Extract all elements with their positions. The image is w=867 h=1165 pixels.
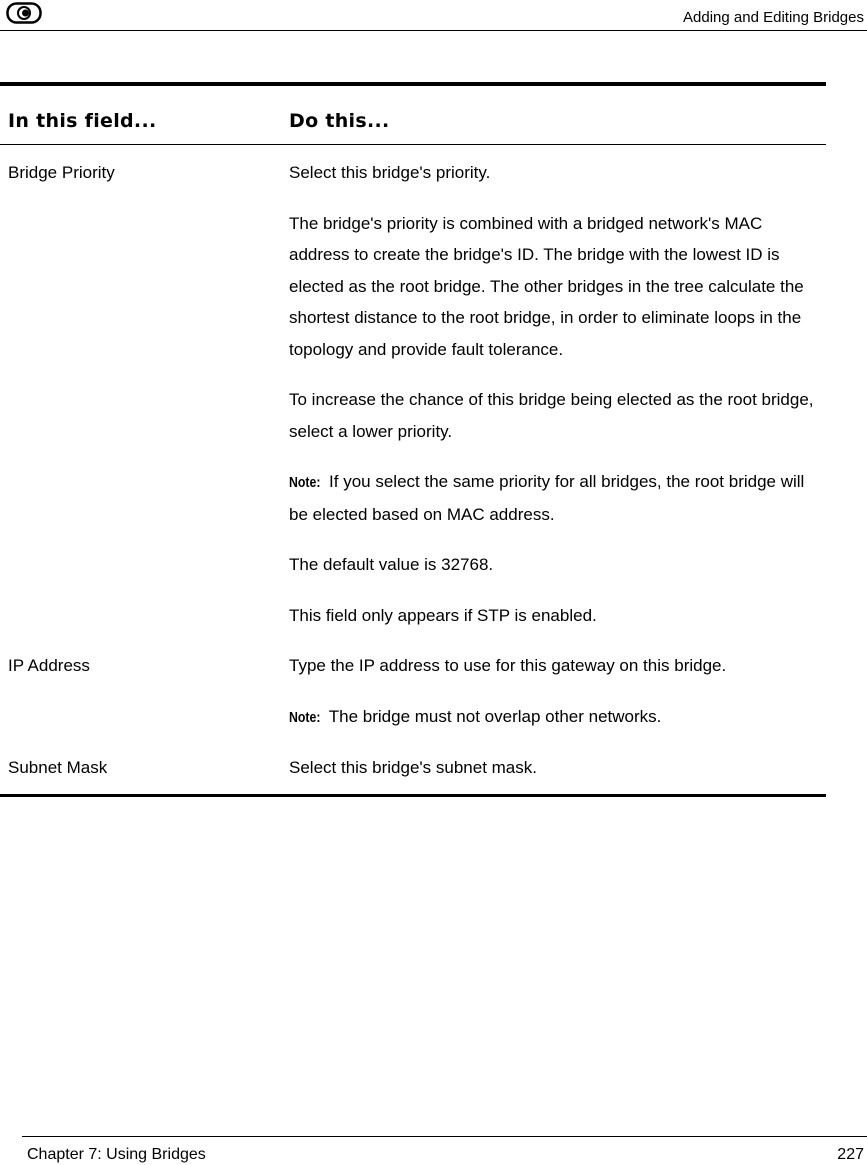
- field-description: [289, 650, 819, 733]
- note-paragraph: [289, 701, 819, 734]
- footer-rule: [22, 1136, 867, 1137]
- footer-chapter: Chapter 7: Using Bridges: [27, 1146, 206, 1163]
- description-paragraph: Type the IP address to use for this gateway on this bridge.: [289, 656, 727, 675]
- column-header-field: In this field...: [8, 110, 157, 132]
- note-label: Note:: [289, 474, 321, 491]
- field-name: Bridge Priority: [8, 163, 115, 182]
- field-name: Subnet Mask: [8, 758, 108, 777]
- field-name: IP Address: [8, 656, 90, 675]
- table-header-row: [0, 86, 826, 145]
- note-text: If you select the same priority for all bridges, the root bridge will be elected based on MAC address.: [289, 472, 805, 524]
- running-header-title: Adding and Editing Bridges: [683, 9, 864, 26]
- description-paragraph: The default value is 32768.: [289, 555, 494, 574]
- table-row: [0, 752, 826, 784]
- logo-icon: [6, 2, 42, 24]
- description-paragraph: To increase the chance of this bridge being elected as the root bridge, select a lower priority.: [289, 390, 814, 441]
- description-paragraph: Select this bridge's priority.: [289, 163, 491, 182]
- description-paragraph: Select this bridge's subnet mask.: [289, 758, 537, 777]
- note-label: Note:: [289, 708, 321, 726]
- field-description: [289, 752, 819, 784]
- description-paragraph: The bridge's priority is combined with a bridged network's MAC address to create the bridge's ID. The bridge with the lowest ID is elected as the root bridge. The other bridges in the tree calculate the shortest distance to the root bridge, in order to eliminate loops in the topology and provide fault tolerance.: [289, 213, 804, 359]
- table-row: [0, 650, 826, 733]
- header-rule: [0, 30, 867, 31]
- field-description-table: [0, 82, 826, 797]
- table-row: [0, 157, 826, 631]
- note-text: The bridge must not overlap other networks.: [324, 706, 662, 726]
- table-bottom-rule: [0, 794, 826, 797]
- description-paragraph: This field only appears if STP is enabled.: [289, 605, 597, 625]
- column-header-action: Do this...: [289, 110, 390, 132]
- footer-page-number: 227: [837, 1146, 864, 1163]
- field-description: [289, 157, 819, 631]
- note-paragraph: [289, 466, 819, 530]
